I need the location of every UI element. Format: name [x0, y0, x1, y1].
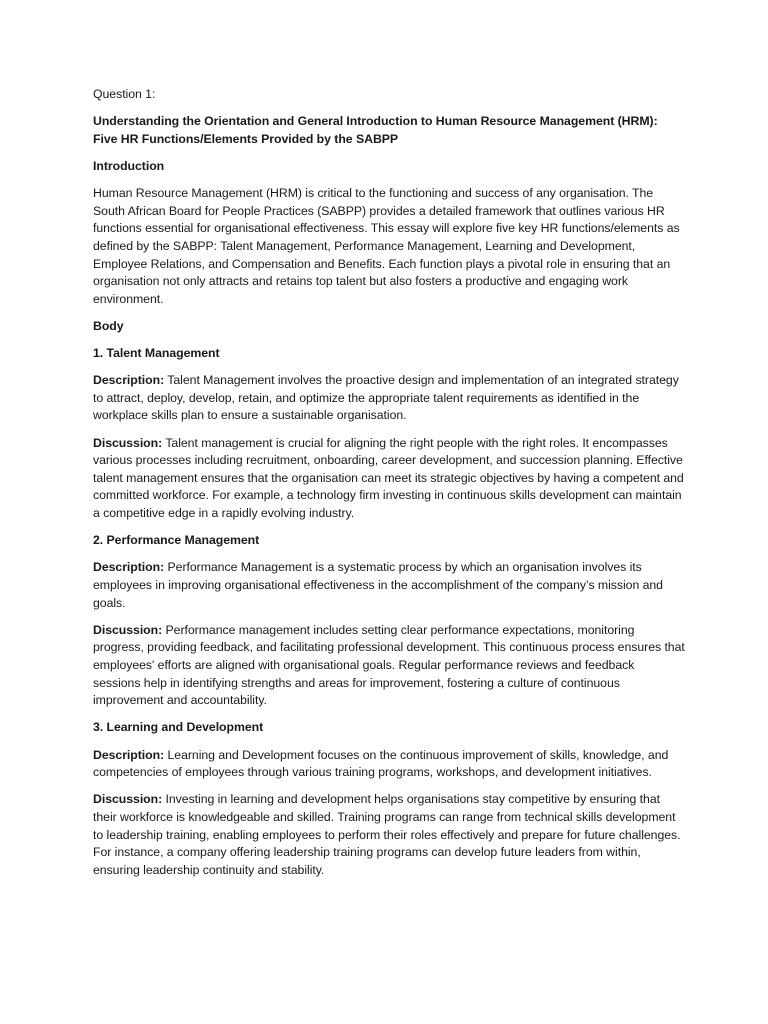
- section-discussion: [93, 622, 685, 710]
- section-heading-performance-management: 2. Performance Management: [93, 533, 260, 548]
- body-heading: Body: [93, 318, 124, 333]
- discussion-label: Discussion:: [93, 622, 163, 637]
- discussion-text: Investing in learning and development helps organisations stay competitive by ensuring that their workforce is knowledgeable and skilled. Training programs can range from technical skills development to leadership training, enabling employees to perform their roles effectively and prepare for future challenges. For instance, a company offering leadership training programs can develop future leaders from within, ensuring leadership continuity and stability.: [93, 792, 681, 877]
- description-label: Description:: [93, 747, 165, 762]
- document-title: Understanding the Orientation and General Introduction to Human Resource Management (HRM): Five HR Functions/Elements Provided by the SABPP: [93, 114, 658, 146]
- description-text: Performance Management is a systematic process by which an organisation involves its employees in improving organisational effectiveness in the accomplishment of the company’s mission and goals.: [93, 560, 663, 610]
- introduction-heading: Introduction: [93, 158, 165, 173]
- section-heading-learning-and-development: 3. Learning and Development: [93, 720, 264, 735]
- section-description: [93, 747, 685, 782]
- section-heading-talent-management: 1. Talent Management: [93, 346, 220, 361]
- description-label: Description:: [93, 373, 165, 388]
- description-label: Description:: [93, 560, 165, 575]
- question-label: Question 1:: [93, 87, 156, 101]
- discussion-label: Discussion:: [93, 792, 163, 807]
- discussion-text: Performance management includes setting clear performance expectations, monitoring progress, providing feedback, and facilitating professional development. This continuous process ensures that employees' efforts are aligned with organisational goals. Regular performance reviews and feedback sessions help in identifying strengths and areas for improvement, fostering a culture of continuous improvement and accountability.: [93, 622, 685, 708]
- document-page: [93, 86, 685, 889]
- description-text: Learning and Development focuses on the continuous improvement of skills, knowledge, and competencies of employees through various training programs, workshops, and development initiatives.: [93, 747, 669, 780]
- section-discussion: [93, 791, 685, 879]
- description-text: Talent Management involves the proactive design and implementation of an integrated strategy to attract, deploy, develop, retain, and optimize the appropriate talent requirements as identified in the workplace skills plan to ensure a sustainable organisation.: [93, 373, 679, 423]
- section-description: [93, 372, 685, 425]
- introduction-paragraph: Human Resource Management (HRM) is critical to the functioning and success of any organisation. The South African Board for People Practices (SABPP) provides a detailed framework that outlines various HR functions essential for organisational effectiveness. This essay will explore five key HR functions/elements as defined by the SABPP: Talent Management, Performance Management, Learning and Development, Employee Relations, and Compensation and Benefits. Each function plays a pivotal role in ensuring that an organisation not only attracts and retains top talent but also fosters a productive and engaging work environment.: [93, 186, 680, 306]
- discussion-label: Discussion:: [93, 435, 163, 450]
- discussion-text: Talent management is crucial for aligning the right people with the right roles. It encompasses various processes including recruitment, onboarding, career development, and succession planning. Effective talent management ensures that the organisation can meet its strategic objectives by having a competent and committed workforce. For example, a technology firm investing in continuous skills development can maintain a competitive edge in a rapidly evolving industry.: [93, 435, 684, 521]
- section-discussion: [93, 435, 685, 523]
- section-description: [93, 559, 685, 612]
